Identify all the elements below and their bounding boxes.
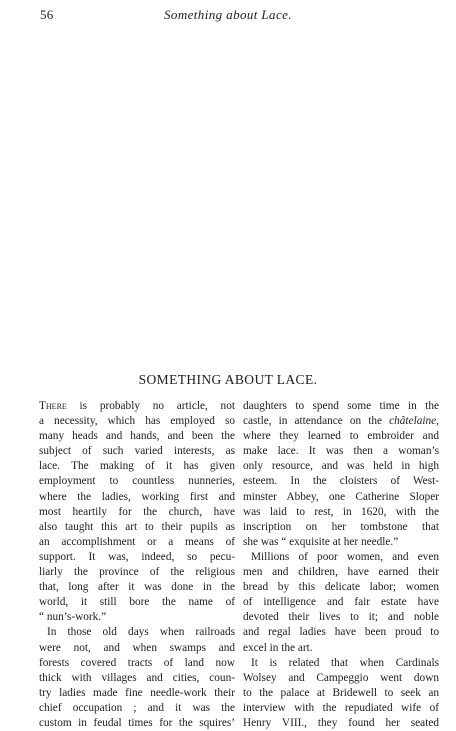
text-line: Henry VIII., they found her seated — [243, 716, 439, 729]
text-line: employment to countless nunneries, — [39, 475, 235, 488]
text-line: try ladies made fine needle-work their — [39, 686, 235, 699]
text-line: There is probably no article, not — [39, 400, 235, 412]
text-line: thick with villages and cities, coun- — [39, 671, 235, 684]
text-line: liarly the province of the religious — [39, 566, 235, 579]
text-line: It is related that when Cardinals — [251, 656, 439, 669]
text-line: make lace. It was then a woman’s — [243, 445, 439, 458]
text-line: In those old days when railroads — [47, 626, 235, 639]
text-line: men and children, have earned their — [243, 566, 439, 579]
running-head: Something about Lace. — [164, 7, 292, 22]
left-column — [39, 399, 235, 731]
text-line: devoted their lives to it; and noble — [243, 611, 439, 624]
text-line: excel in the art. — [243, 641, 313, 654]
text-line: an accomplishment or a means of — [39, 535, 235, 548]
text-line: inscription on her tombstone that — [243, 520, 439, 533]
text-line: Wolsey and Campeggio went down — [243, 671, 439, 684]
text-line: Millions of poor women, and even — [251, 550, 439, 563]
text-line: were not, and when swamps and — [39, 641, 235, 654]
article-title: SOMETHING ABOUT LACE. — [138, 372, 318, 387]
text-line: to the palace at Bridewell to seek an — [243, 686, 439, 699]
page-number: 56 — [40, 7, 54, 22]
text-line: also taught this art to their pupils as — [39, 520, 235, 533]
text-line: most heartily for the church, have — [39, 505, 235, 518]
text-line: of intelligence and fair estate have — [243, 596, 439, 609]
text-line: was laid to rest, in 1620, with the — [243, 505, 439, 518]
text-line: lace. The making of it has given — [39, 460, 235, 473]
right-column — [243, 399, 439, 731]
text-line: “ nun’s-work.” — [39, 611, 107, 624]
text-line: many heads and hands, and been the — [39, 430, 235, 443]
text-line: subject of such varied interests, as — [39, 445, 235, 458]
text-line: where they learned to embroider and — [243, 430, 439, 443]
drop-word: There — [39, 400, 67, 412]
text-line: forests covered tracts of land now — [39, 656, 235, 669]
text-line: minster Abbey, one Catherine Sloper — [243, 490, 439, 503]
text-line: that, long after it was done in the — [39, 581, 235, 594]
text-line: esteem. In the cloisters of West- — [243, 475, 439, 488]
text-line: world, it still bore the name of — [39, 596, 235, 609]
text-line: she was “ exquisite at her needle.” — [243, 535, 399, 548]
text-line: castle, in attendance on the châtelaine, — [243, 415, 439, 428]
text-line: custom in feudal times for the squires’ — [39, 716, 235, 729]
text-line: where the ladies, working first and — [39, 490, 235, 503]
italic-term: châtelaine — [389, 415, 437, 428]
text-line: and regal ladies have been proud to — [243, 626, 439, 639]
text-line: only resource, and was held in high — [243, 460, 439, 473]
text-line: a necessity, which has employed so — [39, 415, 235, 428]
text-line: interview with the repudiated wife of — [243, 701, 439, 714]
text-line: daughters to spend some time in the — [243, 400, 439, 412]
text-line: support. It was, indeed, so pecu- — [39, 550, 235, 563]
text-line: bread by this delicate labor; women — [243, 581, 439, 594]
text-line: chief occupation ; and it was the — [39, 701, 235, 714]
